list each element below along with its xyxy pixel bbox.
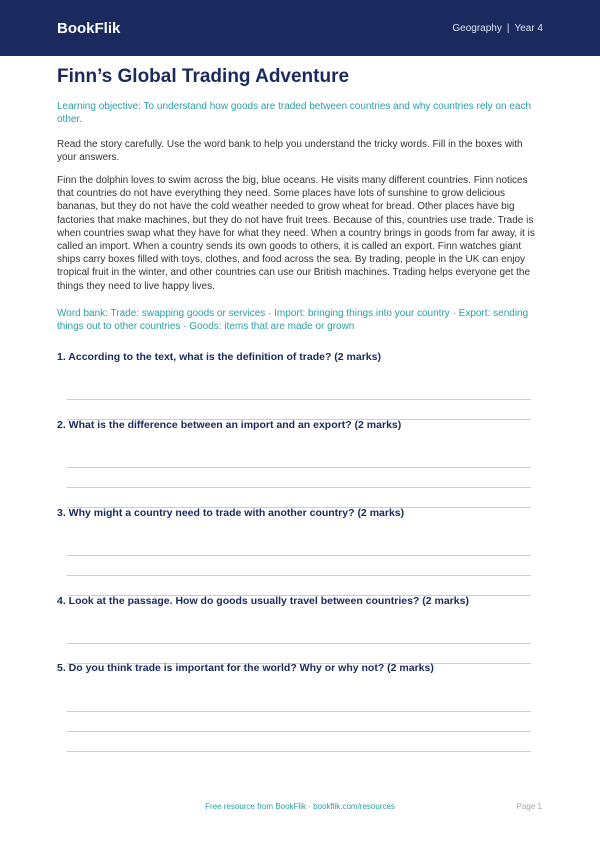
answer-line[interactable] xyxy=(67,711,531,712)
answer-line[interactable] xyxy=(67,487,531,488)
year-label: Year 4 xyxy=(514,22,543,34)
answer-line[interactable] xyxy=(67,467,531,468)
answer-line[interactable] xyxy=(67,575,531,576)
page-footer xyxy=(0,802,600,814)
question-3: 3. Why might a country need to trade with another country? (2 marks) xyxy=(57,507,405,519)
answer-line[interactable] xyxy=(67,731,531,732)
answer-line[interactable] xyxy=(67,555,531,556)
brand-logo-text: BookFlik xyxy=(57,19,121,37)
learning-objective: Learning objective: To understand how goods are traded between countries and why countries rely on each other. xyxy=(57,101,532,125)
story-passage: Finn the dolphin loves to swim across the big, blue oceans. He visits many different countries. Finn notices that countries do not have everything they need. Some places have lots of sunshine to grow delicious bananas, but they do not have the cold weather needed to grow wheat for bread. Other places have big factories that make machines, but they do not have fruit trees. Because of this, countries use trade. Trade is when countries swap what they have for what they need. When a country brings in goods from far away, it is called an import. When a country sends its own goods to others, it is called an export. Finn watches giant ships carry boxes filled with toys, clothes, and food across the sea. By trading, people in the UK can enjoy tropical fruit in the winter, and other countries can use our British machines. Trading helps everyone get the things they need to live happy lives. xyxy=(57,175,535,292)
answer-line[interactable] xyxy=(67,751,531,752)
question-5: 5. Do you think trade is important for the world? Why or why not? (2 marks) xyxy=(57,662,434,674)
answer-line[interactable] xyxy=(67,643,531,644)
footer-resource-link[interactable]: Free resource from BookFlik · bookflik.com/resources xyxy=(205,802,395,811)
subject-year-label xyxy=(452,23,543,34)
question-1: 1. According to the text, what is the definition of trade? (2 marks) xyxy=(57,351,381,363)
instructions: Read the story carefully. Use the word bank to help you understand the tricky words. Fill in the boxes with your answers. xyxy=(57,139,523,163)
page-header xyxy=(0,0,600,56)
question-2: 2. What is the difference between an import and an export? (2 marks) xyxy=(57,419,402,431)
page-number: Page 1 xyxy=(516,802,542,811)
page-title: Finn’s Global Trading Adventure xyxy=(57,66,350,87)
worksheet-content xyxy=(57,64,543,333)
header-separator: | xyxy=(506,22,510,34)
word-bank: Word bank: Trade: swapping goods or services · Import: bringing things into your country · Export: sending things out to other countries · Goods: items that are made or grown xyxy=(57,307,529,332)
subject-label: Geography xyxy=(452,22,502,34)
question-4: 4. Look at the passage. How do goods usually travel between countries? (2 marks) xyxy=(57,595,469,607)
answer-line[interactable] xyxy=(67,399,531,400)
